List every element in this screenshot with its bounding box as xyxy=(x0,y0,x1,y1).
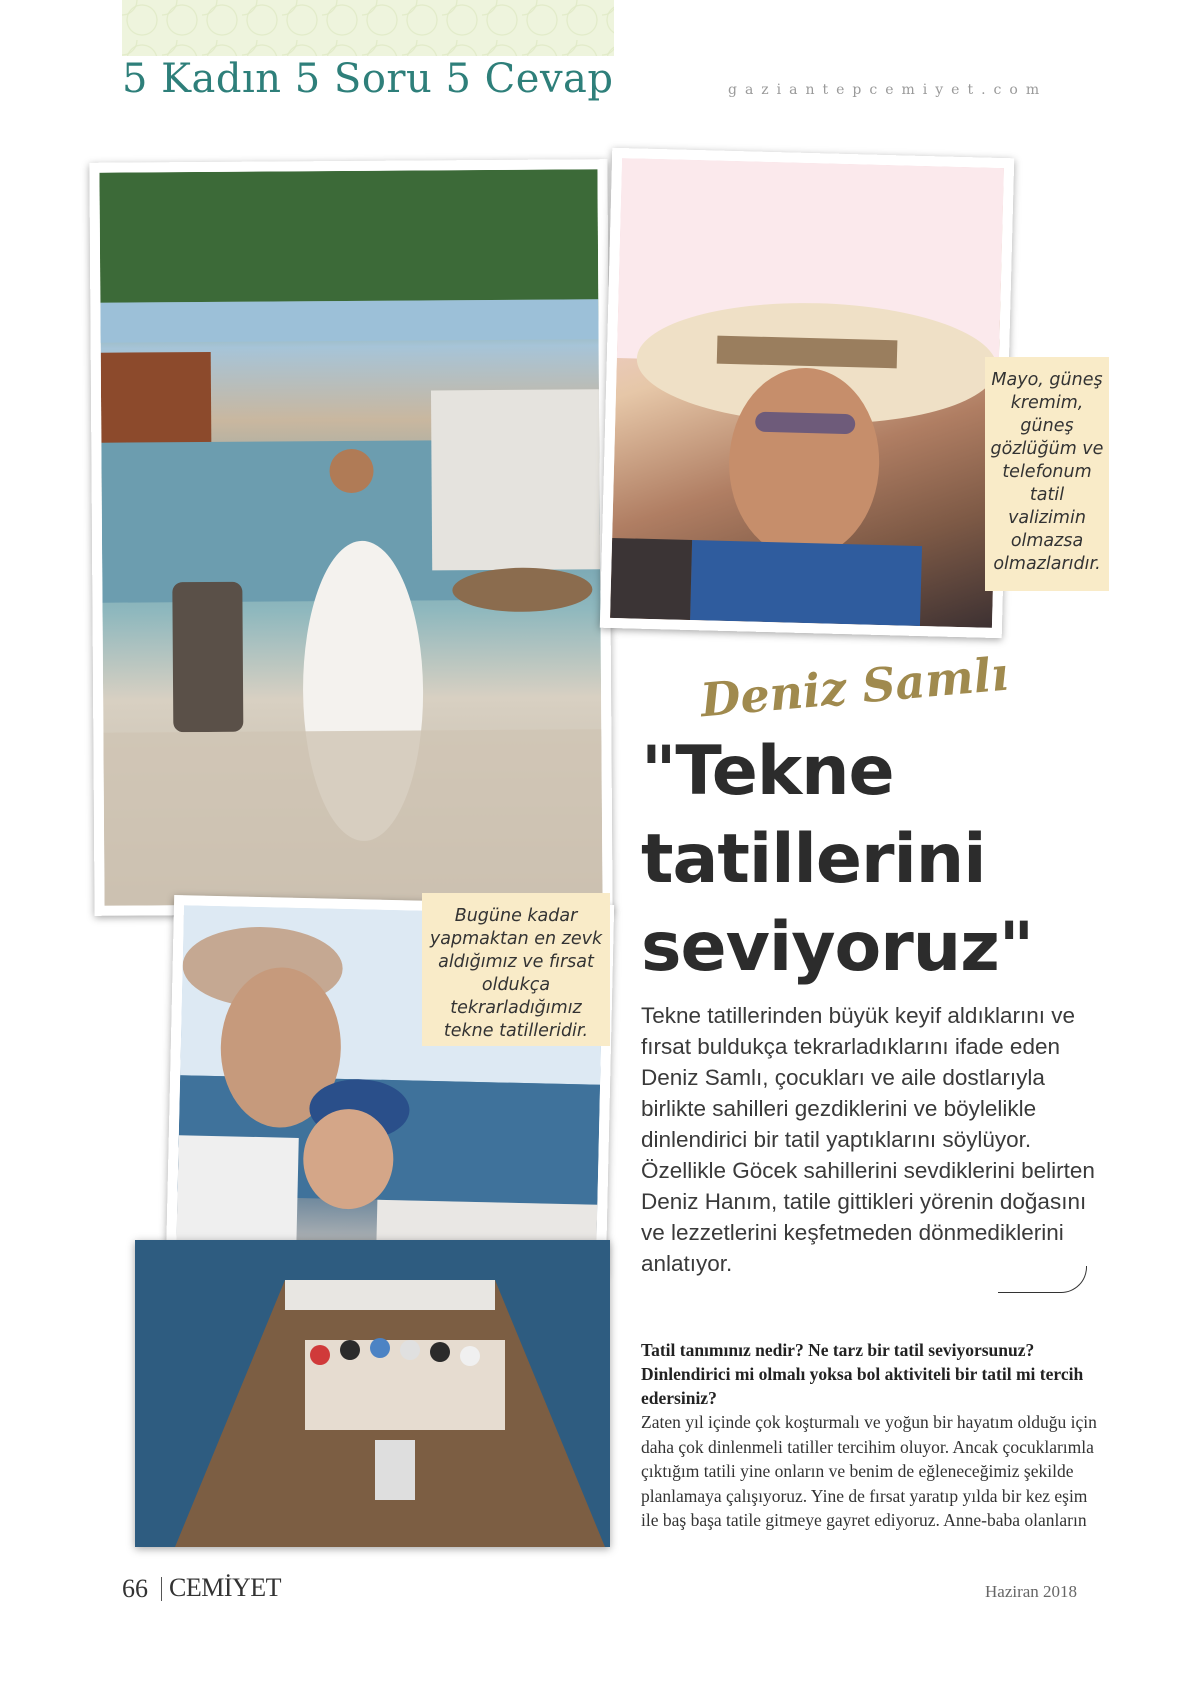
magazine-name: CEMİYET xyxy=(169,1573,282,1602)
website-label: gaziantepcemiyet.com xyxy=(728,82,1048,98)
person-name: Deniz Samlı xyxy=(698,646,1011,728)
issue-date: Haziran 2018 xyxy=(985,1582,1078,1601)
series-title: 5 Kadın 5 Soru 5 Cevap xyxy=(122,56,614,102)
interview-question: Tatil tanımınız nedir? Ne tarz bir tatil seviyorsunuz? Dinlendirici mi olmalı yoksa bol aktiviteli bir tatil mi tercih edersiniz? xyxy=(641,1340,1084,1408)
interview-answer: Zaten yıl içinde çok koşturmalı ve yoğun bir hayatım olduğu için daha çok dinlenmeli tatiller tercihim oluyor. Ancak çocuklarımla çıktığım tatili yine onların ve benim de eğleneceğimiz şekilde planlamaya çalışıyoruz. Yine de fırsat yaratıp yılda bir kez eşim ile baş başa tatile gitmeye gayret ediyoruz. Anne-baba olanların xyxy=(641,1412,1097,1530)
footer-divider xyxy=(161,1577,162,1601)
lead-paragraph: Tekne tatillerinden büyük keyif aldıklarını ve fırsat buldukça tekrarladıklarını ifade eden Deniz Samlı, çocukları ve aile dostlarıyla birlikte sahilleri gezdiklerini ve böylelikle dinlendirici bir tatil yaptıklarını söylüyor. Özellikle Göcek sahillerini sevdiklerini belirten Deniz Hanım, tatile gittikleri yörenin doğasını ve lezzetlerini keşfetmeden dönmediklerini anlatıyor. xyxy=(641,1003,1095,1276)
headline: "Tekne tatillerini seviyoruz" xyxy=(641,732,1034,987)
boat-group-photo xyxy=(135,1240,610,1547)
caption-note-1: Mayo, güneş kremim, güneş gözlüğüm ve telefonum tatil valizimin olmazsa olmazlarıdır. xyxy=(985,357,1109,591)
poolside-portrait-photo xyxy=(89,159,612,916)
lead-end-decoration xyxy=(998,1266,1087,1293)
sunhat-selfie-photo xyxy=(600,148,1014,638)
caption-note-2: Bugüne kadar yapmaktan en zevk aldığımız ve fırsat oldukça tekrarladığımız tekne tatilleridir. xyxy=(422,893,610,1046)
header-pattern xyxy=(122,0,614,56)
page-number: 66 xyxy=(122,1574,148,1603)
